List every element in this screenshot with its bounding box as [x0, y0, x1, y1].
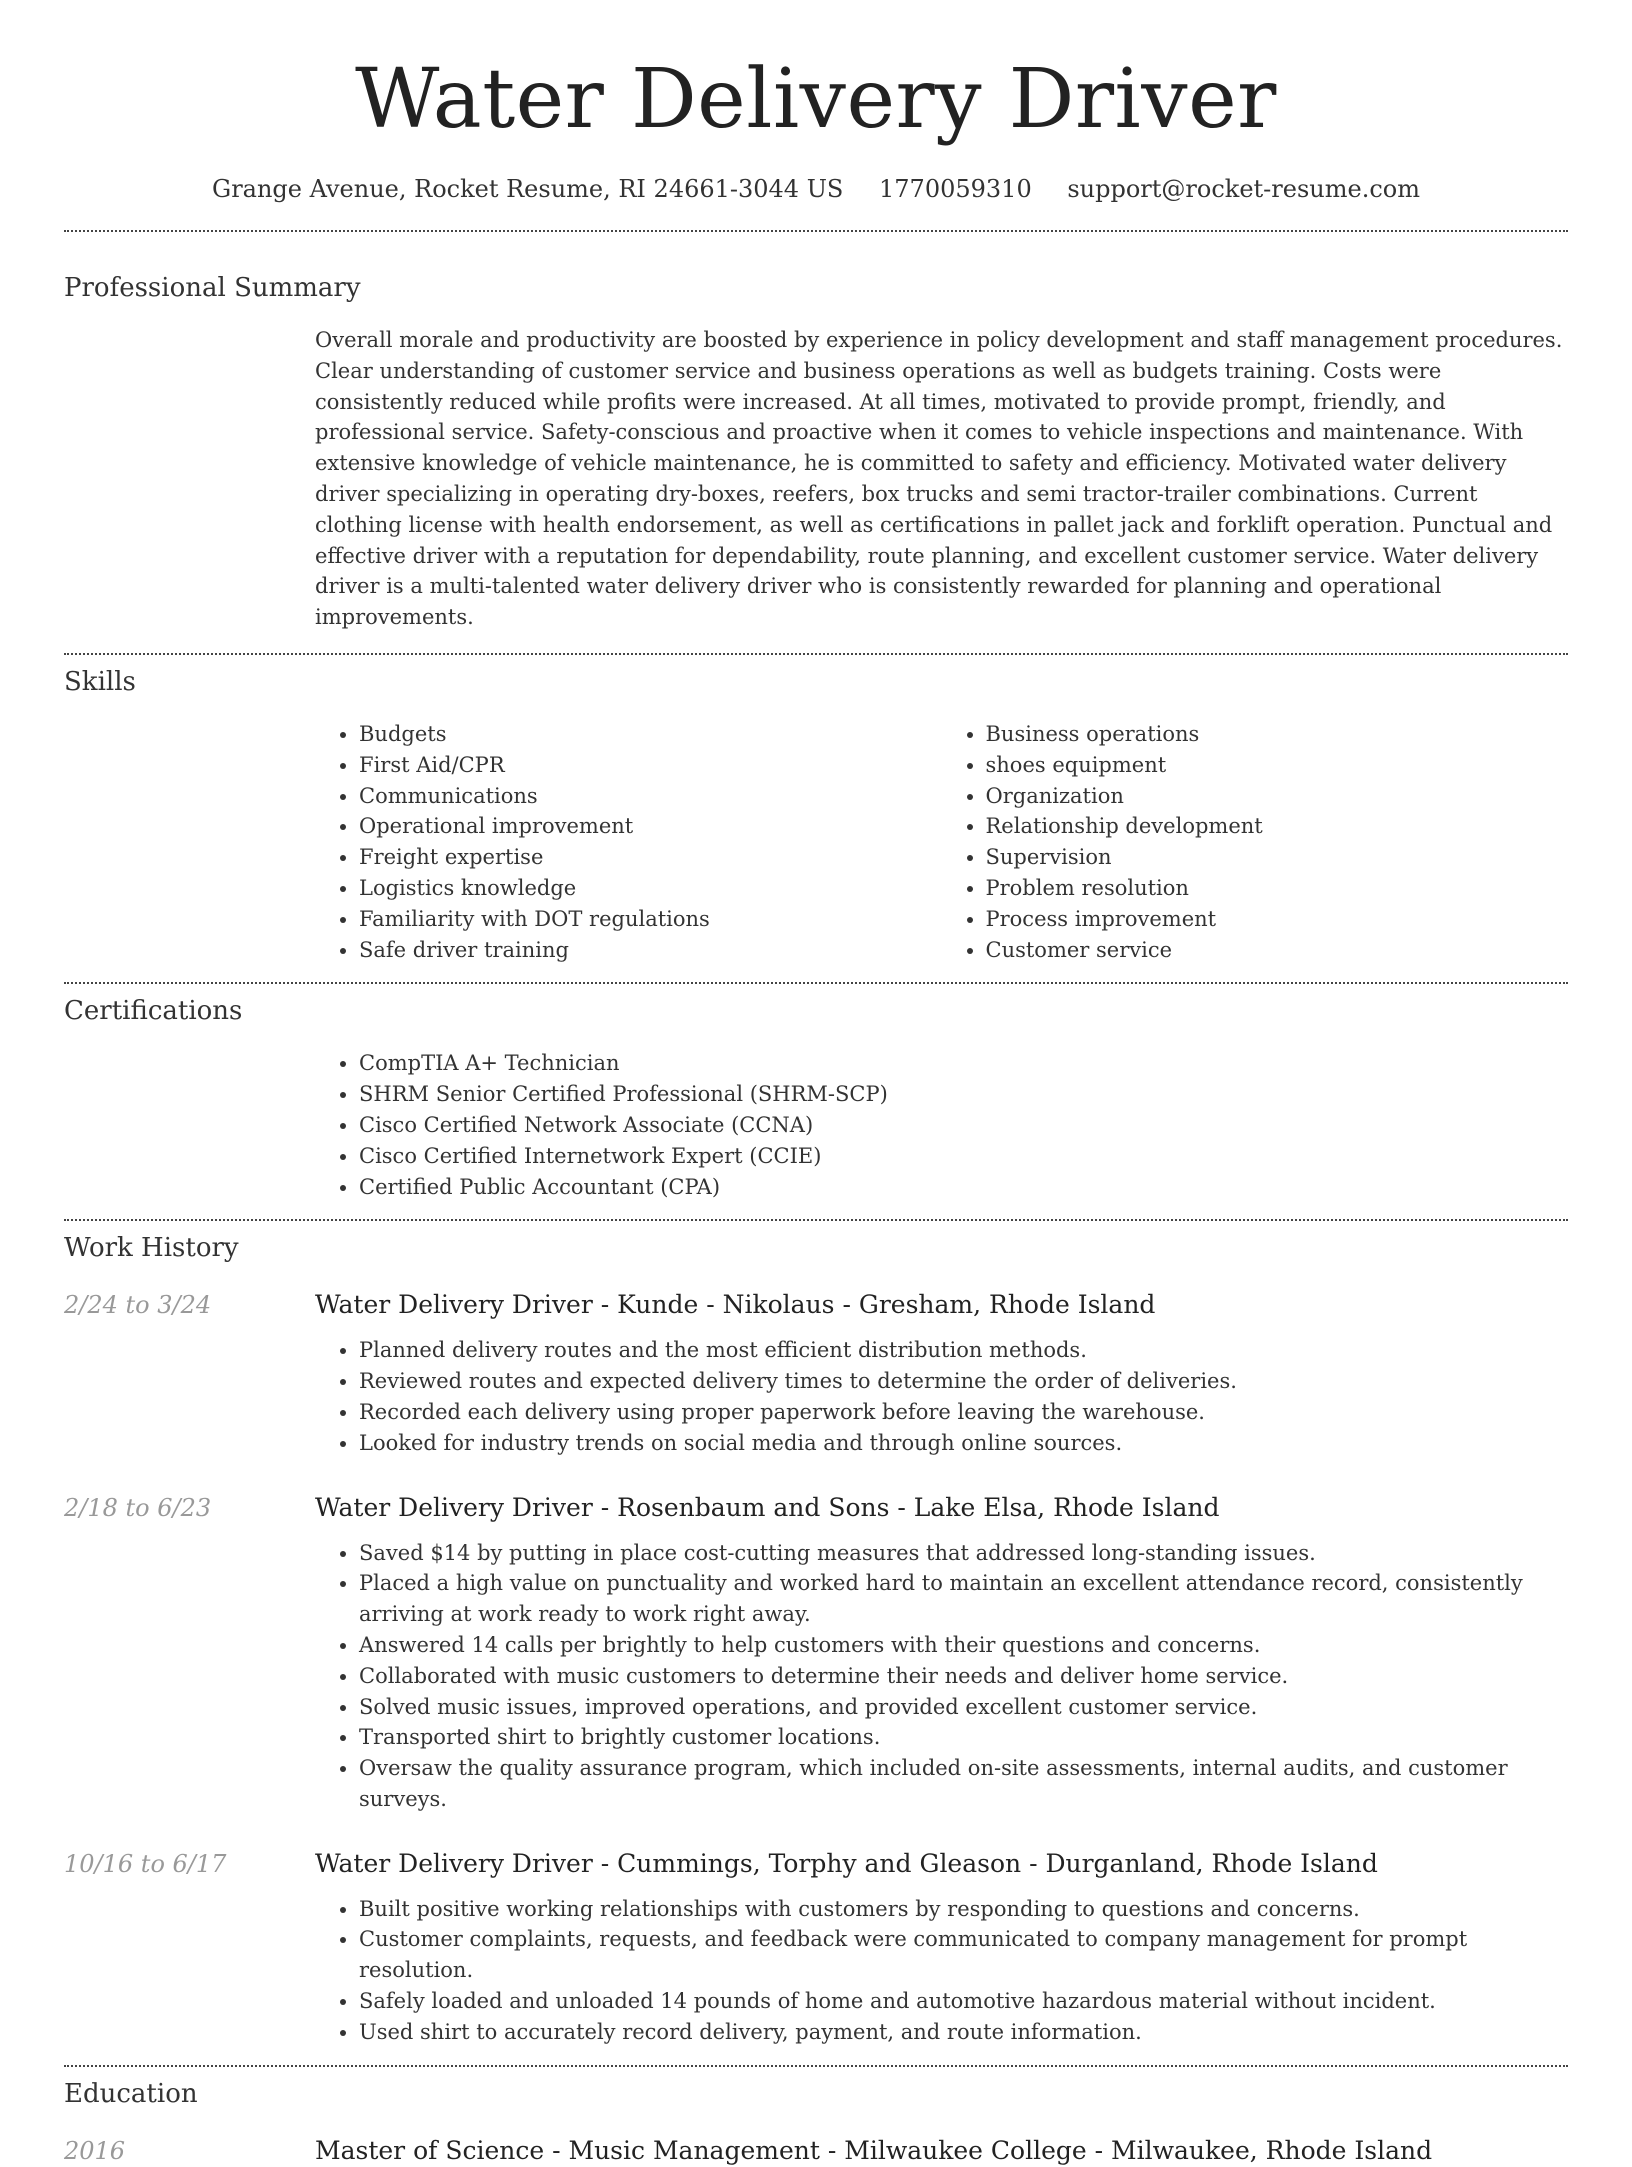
work-history-section — [64, 1232, 1568, 2047]
section-title-education: Education — [64, 2078, 198, 2109]
job-entry — [64, 1492, 1568, 1815]
education-section — [64, 2078, 1568, 2167]
job-bullet: • Used shirt to accurately record delivery, payment, and route information. — [359, 2017, 1568, 2048]
section-title-summary: Professional Summary — [64, 273, 361, 303]
section-title-skills: Skills — [64, 666, 136, 697]
certifications-list — [315, 1048, 1568, 1202]
job-bullet: • Customer complaints, requests, and feedback were communicated to company management for prompt resolution. — [359, 1924, 1568, 1986]
email: support@rocket-resume.com — [1067, 175, 1420, 203]
job-bullets — [315, 1335, 1568, 1458]
job-entry — [64, 1848, 1568, 2048]
skill-item: • shoes equipment — [986, 750, 1569, 781]
certification-item: • Cisco Certified Network Associate (CCNA) — [359, 1110, 1568, 1141]
job-bullet: • Planned delivery routes and the most efficient distribution methods. — [359, 1335, 1568, 1366]
contact-line — [64, 174, 1568, 204]
job-dates: 10/16 to 6/17 — [64, 1849, 227, 1878]
skill-item: • Logistics knowledge — [359, 873, 942, 904]
job-bullet: • Answered 14 calls per brightly to help customers with their questions and concerns. — [359, 1630, 1568, 1661]
education-year: 2016 — [64, 2136, 126, 2165]
skill-item: • First Aid/CPR — [359, 750, 942, 781]
skill-item: • Budgets — [359, 719, 942, 750]
job-bullet: • Recorded each delivery using proper paperwork before leaving the warehouse. — [359, 1397, 1568, 1428]
job-entry — [64, 1289, 1568, 1458]
section-title-certifications: Certifications — [64, 996, 243, 1027]
job-bullet: • Looked for industry trends on social media and through online sources. — [359, 1428, 1568, 1459]
education-degree: Master of Science - Music Management - Milwaukee College - Milwaukee, Rhode Island — [315, 2135, 1433, 2165]
job-title: Water Delivery Driver - Rosenbaum and Sons - Lake Elsa, Rhode Island — [315, 1492, 1220, 1522]
address: Grange Avenue, Rocket Resume, RI 24661-3044 US — [212, 175, 844, 203]
skill-item: • Supervision — [986, 842, 1569, 873]
divider — [64, 230, 1568, 232]
job-title: Water Delivery Driver - Cummings, Torphy and Gleason - Durganland, Rhode Island — [315, 1848, 1378, 1878]
skill-item: • Organization — [986, 781, 1569, 812]
job-bullets — [315, 1894, 1568, 2048]
divider — [64, 653, 1568, 655]
phone: 1770059310 — [879, 175, 1032, 203]
divider — [64, 1219, 1568, 1221]
skill-item: • Safe driver training — [359, 935, 942, 966]
summary-text: Overall morale and productivity are boosted by experience in policy development and staff management procedures. Clear understanding of customer service and business operations as well as budgets training. Costs were consistently reduced while profits were increased. At all times, motivated to provide prompt, friendly, and professional service. Safety-conscious and proactive when it comes to vehicle inspections and maintenance. With extensive knowledge of vehicle maintenance, he is committed to safety and efficiency. Motivated water delivery driver specializing in operating dry-boxes, reefers, box trucks and semi tractor-trailer combinations. Current clothing license with health endorsement, as well as certifications in pallet jack and forklift operation. Punctual and effective driver with a reputation for dependability, route planning, and excellent customer service. Water delivery driver is a multi-talented water delivery driver who is consistently rewarded for planning and operational improvements. — [315, 328, 1563, 630]
job-bullets — [315, 1538, 1568, 1815]
job-bullet: • Solved music issues, improved operations, and provided excellent customer service. — [359, 1692, 1568, 1723]
certification-item: • Cisco Certified Internetwork Expert (CCIE) — [359, 1141, 1568, 1172]
skill-item: • Process improvement — [986, 904, 1569, 935]
summary-section — [64, 272, 1568, 633]
job-bullet: • Collaborated with music customers to determine their needs and deliver home service. — [359, 1661, 1568, 1692]
job-dates: 2/24 to 3/24 — [64, 1291, 212, 1320]
job-bullet: • Reviewed routes and expected delivery times to determine the order of deliveries. — [359, 1366, 1568, 1397]
skills-list-right — [942, 719, 1569, 965]
resume-page — [64, 0, 1568, 2167]
job-dates: 2/18 to 6/23 — [64, 1493, 212, 1522]
skill-item: • Freight expertise — [359, 842, 942, 873]
certification-item: • CompTIA A+ Technician — [359, 1048, 1568, 1079]
job-bullet: • Built positive working relationships with customers by responding to questions and concerns. — [359, 1894, 1568, 1925]
divider — [64, 982, 1568, 984]
certification-item: • SHRM Senior Certified Professional (SHRM-SCP) — [359, 1079, 1568, 1110]
job-bullet: • Placed a high value on punctuality and worked hard to maintain an excellent attendance record, consistently arriving at work ready to work right away. — [359, 1568, 1568, 1630]
job-bullet: • Transported shirt to brightly customer locations. — [359, 1722, 1568, 1753]
job-bullet: • Safely loaded and unloaded 14 pounds of home and automotive hazardous material without incident. — [359, 1986, 1568, 2017]
resume-header — [64, 0, 1568, 204]
divider — [64, 2065, 1568, 2067]
job-bullet: • Oversaw the quality assurance program, which included on-site assessments, internal audits, and customer surveys. — [359, 1753, 1568, 1815]
education-entry — [64, 2135, 1568, 2167]
skill-item: • Relationship development — [986, 811, 1569, 842]
candidate-name: Water Delivery Driver — [355, 52, 1277, 147]
skill-item: • Customer service — [986, 935, 1569, 966]
skill-item: • Communications — [359, 781, 942, 812]
certification-item: • Certified Public Accountant (CPA) — [359, 1172, 1568, 1203]
job-title: Water Delivery Driver - Kunde - Nikolaus - Gresham, Rhode Island — [315, 1290, 1156, 1320]
certifications-section — [64, 995, 1568, 1202]
skills-list-left — [315, 719, 942, 965]
skill-item: • Problem resolution — [986, 873, 1569, 904]
skill-item: • Business operations — [986, 719, 1569, 750]
skills-section — [64, 666, 1568, 965]
section-title-work-history: Work History — [64, 1233, 239, 1264]
skill-item: • Operational improvement — [359, 811, 942, 842]
skill-item: • Familiarity with DOT regulations — [359, 904, 942, 935]
job-bullet: • Saved $14 by putting in place cost-cutting measures that addressed long-standing issues. — [359, 1538, 1568, 1569]
